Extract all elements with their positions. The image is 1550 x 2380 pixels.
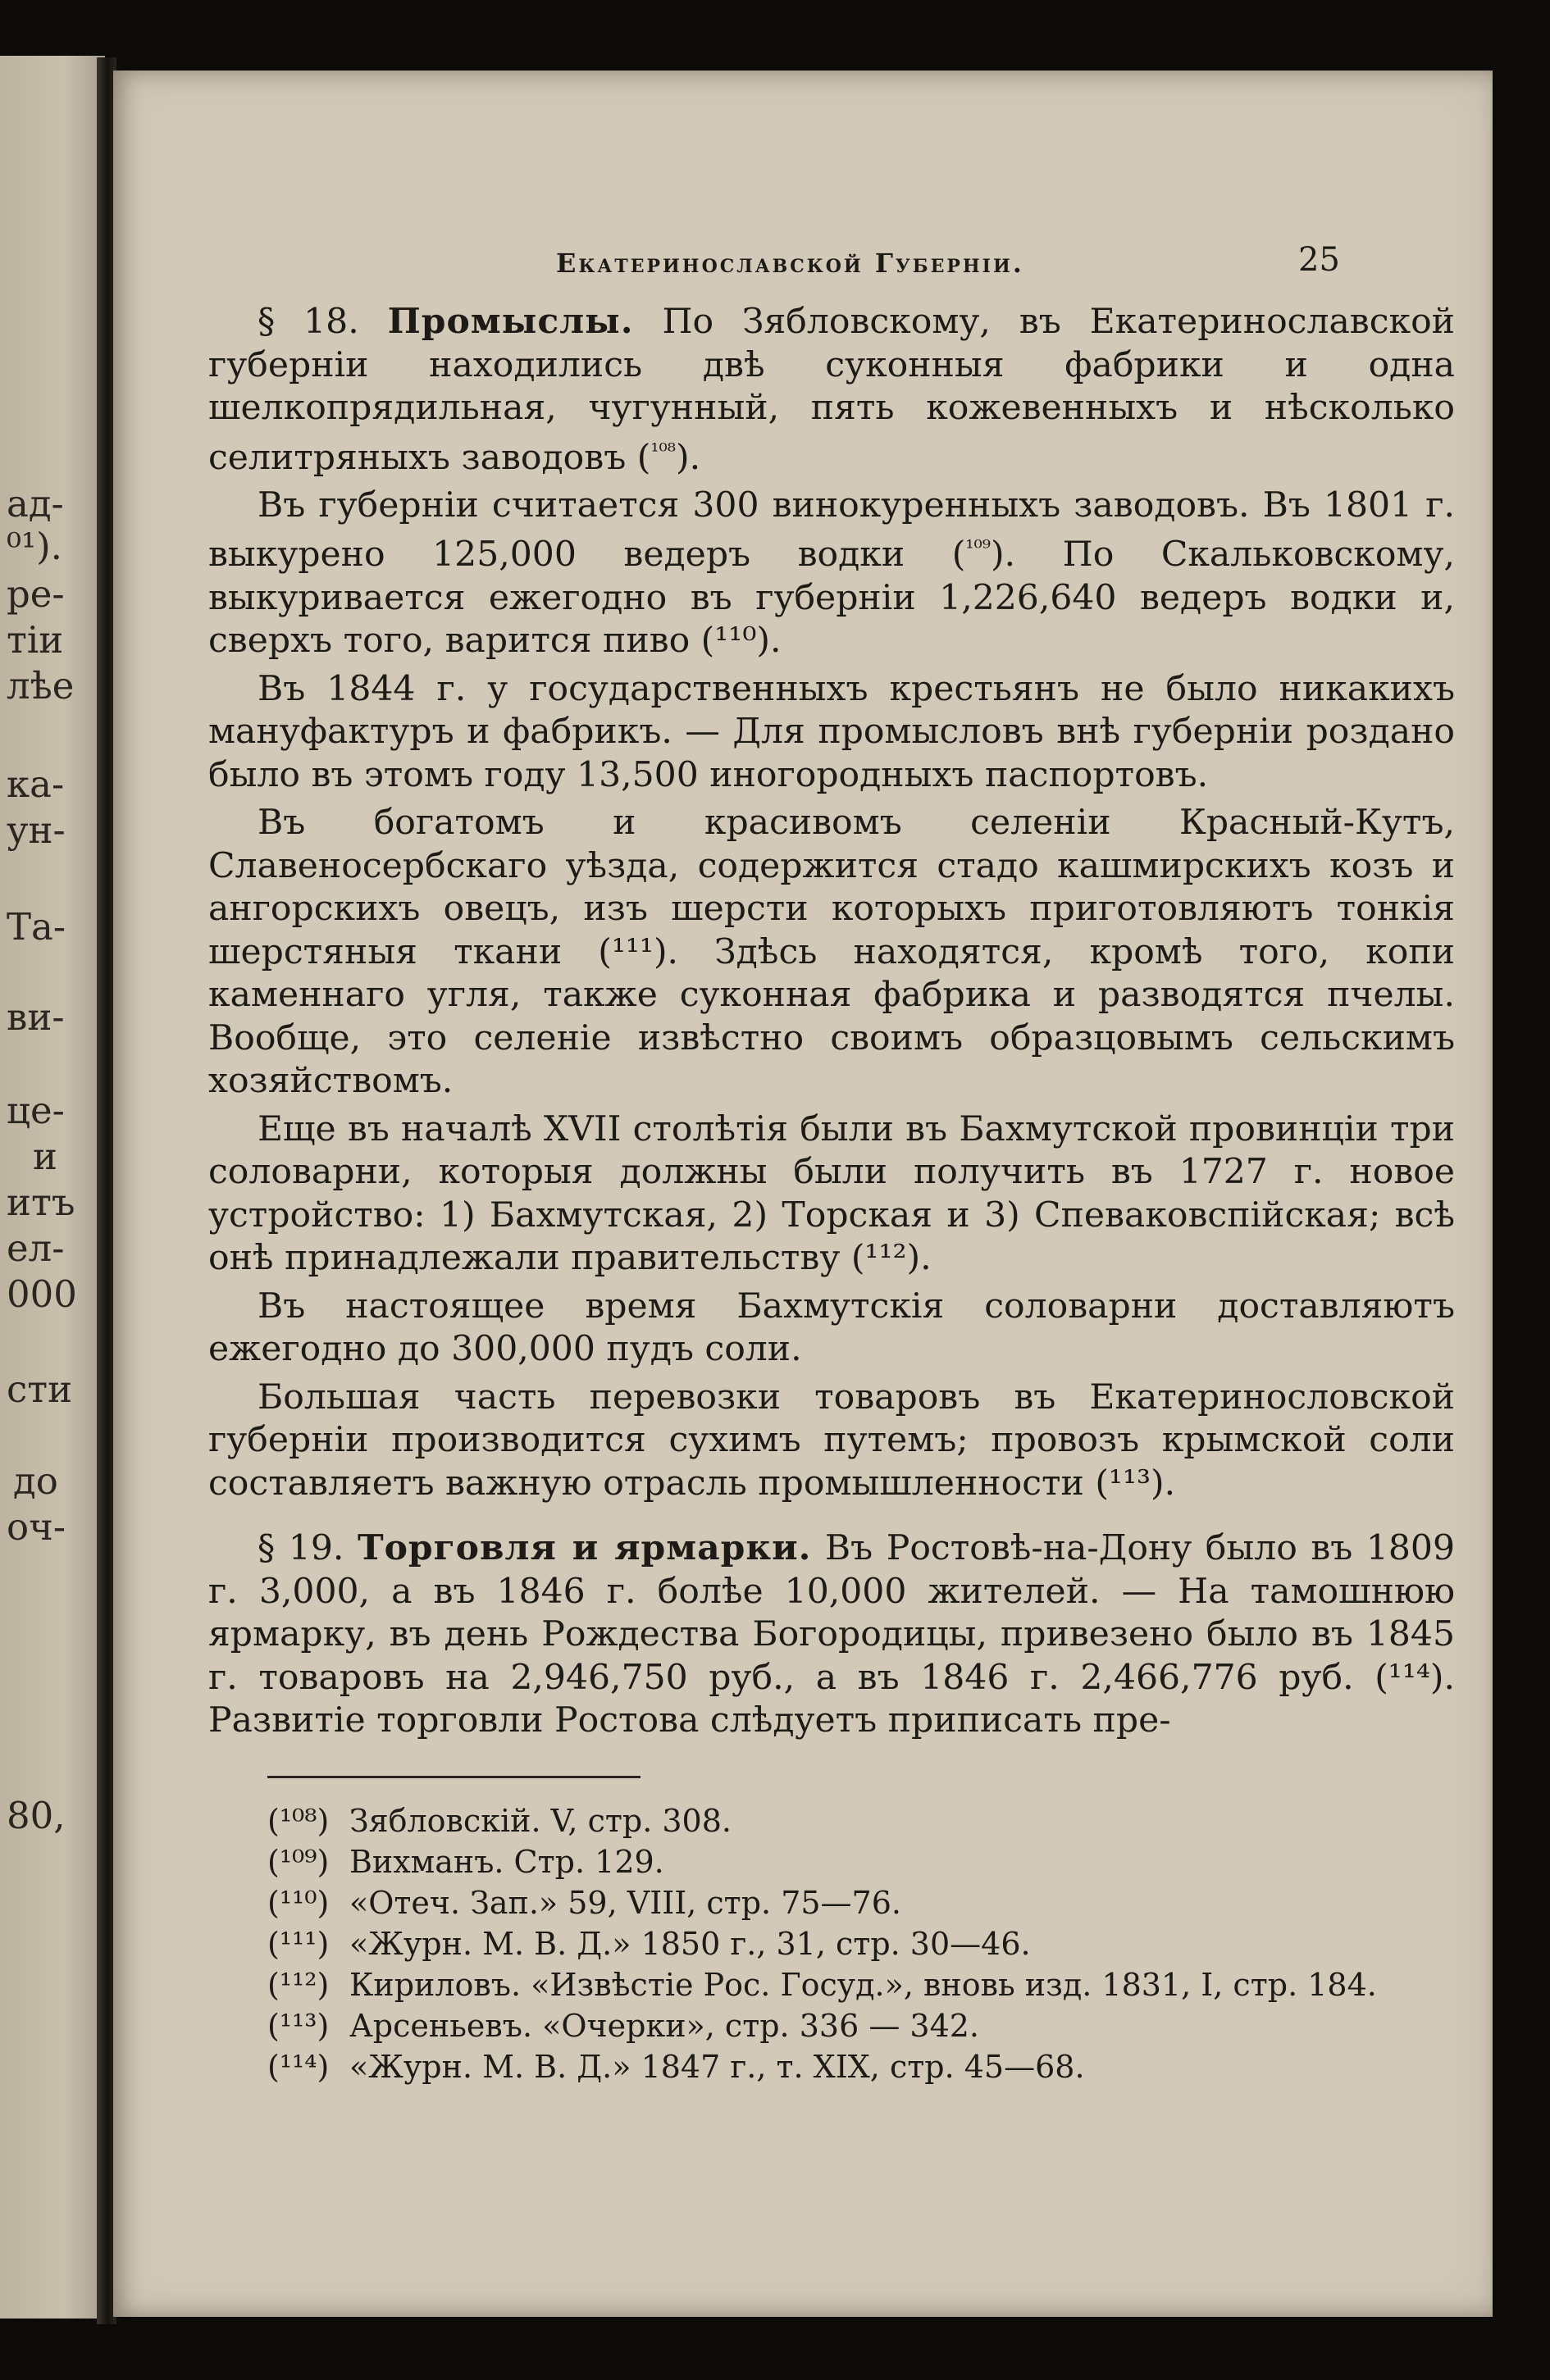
footnote-text: «Журн. М. В. Д.» 1847 г., т. XIX, стр. 45—68. [349,2049,1085,2085]
edge-fragment: ун- [7,808,66,852]
footnotes [267,1800,1465,2087]
paragraph [208,1108,1455,1281]
footnote [267,2046,1465,2087]
footnote [267,1841,1465,1882]
edge-fragment: ел- [7,1226,65,1270]
footnote-mark: (¹¹²) [267,1967,330,2003]
paragraph-text: По Зябловскому, въ Екатеринославской губерніи находились двѣ суконныя фабрики и одна шелкопрядильная, чугунный, пять кожевенныхъ и нѣсколько селитряныхъ заводовъ ( [208,302,1455,478]
footnote-mark: (¹¹³) [267,2008,330,2044]
paragraph-text: Въ богатомъ и красивомъ селеніи Красный-Кутъ, Славеносербскаго уѣзда, содержится стадо кашмирскихъ козъ и ангорскихъ овецъ, изъ шерсти которыхъ приготовляютъ тонкія шерстяныя ткани (¹¹¹). Здѣсь находятся, кромѣ того, копи каменнаго угля, также суконная фабрика и разводятся пчелы. Вообще, это селеніе извѣстно своимъ образцовымъ сельскимъ хозяйствомъ. [208,803,1455,1101]
paragraph [208,485,1455,663]
section-number: § 18. [258,302,359,342]
footnote-ref: ¹⁰⁹ [965,536,991,562]
paragraph-section-19 [208,1527,1455,1743]
paragraph-text: Въ губерніи считается 300 винокуренныхъ заводовъ. Въ 1801 г. выкурено 125,000 ведеръ водки ( [208,485,1455,575]
paragraph-text: Въ настоящее время Бахмутскія соловарни доставляютъ ежегодно до 300,000 пудъ соли. [208,1286,1455,1369]
edge-fragment: 80, [7,1794,66,1837]
section-title: Торговля и ярмарки. [357,1527,812,1568]
running-header [113,241,1493,297]
previous-page-edge [0,56,105,2319]
book-page [113,71,1493,2317]
edge-fragment: Та- [7,905,66,949]
footnote-text: Кириловъ. «Извѣстіе Рос. Госуд.», вновь изд. 1831, I, стр. 184. [349,1967,1377,2003]
edge-fragment: це- [7,1089,65,1132]
edge-fragment: ка- [7,762,65,806]
edge-fragment: 000 [7,1272,77,1316]
footnote-text: «Журн. М. В. Д.» 1850 г., 31, стр. 30—46. [349,1926,1031,1962]
footnote-separator [267,1776,641,1778]
edge-fragment: ви- [7,995,65,1039]
footnote-mark: (¹⁰⁸) [267,1803,330,1839]
footnote-ref: ¹⁰⁸ [650,439,676,464]
edge-fragment: ⁰¹). [7,525,62,568]
footnote [267,1964,1465,2005]
edge-fragment: сти [7,1367,73,1411]
edge-fragment: до [13,1459,58,1503]
edge-fragment: ад- [7,482,64,526]
paragraph-tail: ). [676,437,701,478]
paragraph-text: Въ Ростовѣ-на-Дону было въ 1809 г. 3,000, а въ 1846 г. болѣе 10,000 жителей. — На тамошнюю ярмарку, въ день Рождества Богородицы, привезено было въ 1845 г. товаровъ на 2,946,750 руб., а въ 1846 г. 2,466,776 руб. (¹¹⁴). Развитіе торговли Ростова слѣдуетъ приписать пре- [208,1528,1455,1741]
footnote-mark: (¹⁰⁹) [267,1844,330,1880]
footnote-text: «Отеч. Зап.» 59, VIII, стр. 75—76. [349,1885,901,1921]
footnote-text: Вихманъ. Стр. 129. [349,1844,664,1880]
running-title: Екатеринославской Губерніи. [556,248,1024,279]
edge-fragment: тіи [7,618,64,662]
footnote [267,1923,1465,1964]
paragraph [208,802,1455,1104]
footnote-text: Арсеньевъ. «Очерки», стр. 336 — 342. [349,2008,980,2044]
edge-fragment: и [33,1135,57,1178]
paragraph-text: Большая часть перевозки товаровъ въ Екатеринословской губерніи производится сухимъ путемъ; провозъ крымской соли составляетъ важную отрасль промышленности (¹¹³). [208,1377,1455,1504]
edge-fragment: итъ [7,1181,75,1224]
footnote [267,2005,1465,2046]
edge-fragment: лѣе [7,664,75,708]
section-title: Промыслы. [387,301,634,342]
footnote [267,1800,1465,1841]
page-number: 25 [1298,241,1340,279]
paragraph [208,668,1455,798]
footnote-text: Зябловскій. V, стр. 308. [349,1803,732,1839]
footnote-mark: (¹¹⁰) [267,1885,330,1921]
body-text [208,300,1455,1748]
edge-fragment: оч- [7,1505,66,1549]
paragraph [208,1377,1455,1506]
edge-fragment: ре- [7,572,65,616]
paragraph-tail: ). По Скальковскому, выкуривается ежегодно въ губерніи 1,226,640 ведеръ водки и, сверхъ того, варится пиво (¹¹⁰). [208,535,1455,661]
footnote-mark: (¹¹⁴) [267,2049,330,2085]
paragraph [208,1286,1455,1372]
section-number: § 19. [258,1528,344,1568]
footnote-mark: (¹¹¹) [267,1926,330,1962]
footnote [267,1882,1465,1923]
paragraph-text: Въ 1844 г. у государственныхъ крестьянъ не было никакихъ мануфактуръ и фабрикъ. — Для промысловъ внѣ губерніи роздано было въ этомъ году 13,500 иногородныхъ паспортовъ. [208,668,1455,795]
paragraph-text: Еще въ началѣ XVII столѣтія были въ Бахмутской провинціи три соловарни, которыя должны были получить въ 1727 г. новое устройство: 1) Бахмутская, 2) Торская и 3) Спеваковспійская; всѣ онѣ принадлежали правительству (¹¹²). [208,1108,1455,1278]
paragraph-section-18 [208,300,1455,480]
